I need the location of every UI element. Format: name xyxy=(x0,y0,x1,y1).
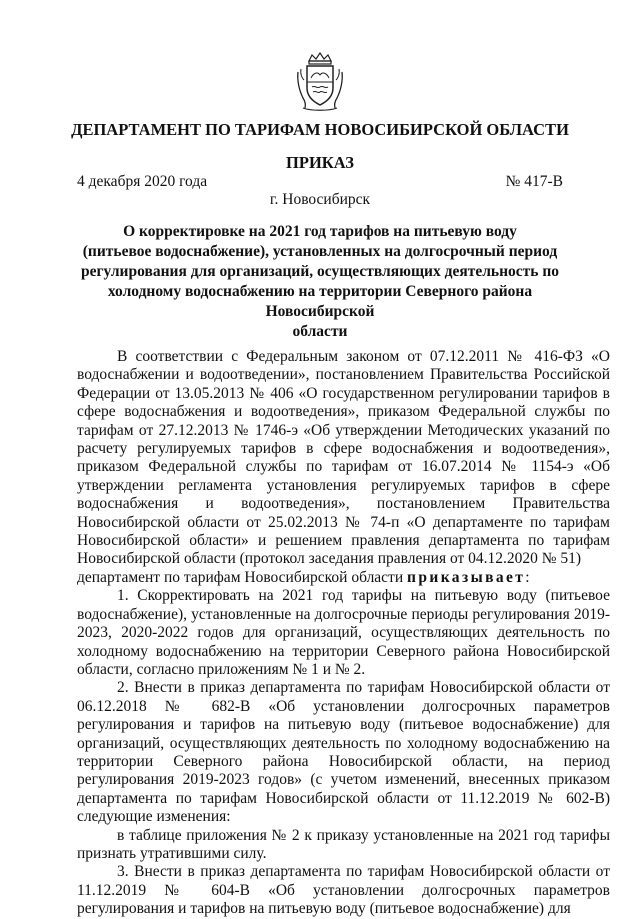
coat-of-arms-emblem xyxy=(295,52,345,112)
order-city: г. Новосибирск xyxy=(269,191,371,208)
item-2-sub-paragraph: в таблице приложения № 2 к приказу установленные на 2021 год тарифы признать утратившими силу. xyxy=(77,826,610,862)
preamble-paragraph: В соответствии с Федеральным законом от 07.12.2011 № 416-ФЗ «О водоснабжении и водоотведении», постановлением Правительства Российской Федерации от 13.05.2013 № 406 «О государственном регулировании тарифов в сфере водоснабжения и водоотведения», приказом Федеральной службы по тарифам от 27.12.2013 № 1746-э «Об утверждении Методических указаний по расчету регулируемых тарифов в сфере водоснабжения и водоотведения», приказом Федеральной службы по тарифам от 16.07.2014 № 1154-э «Об утверждении регламента установления регулируемых тарифов в сфере водоснабжения и водоотведения», постановлением Правительства Новосибирской области от 25.02.2013 № 74-п «О департаменте по тарифам Новосибирской области» и решением правления департамента по тарифам Новосибирской области (протокол заседания правления от 04.12.2020 № 51) xyxy=(77,348,610,568)
decree-prefix: департамент по тарифам Новосибирской области xyxy=(77,568,408,586)
decree-word: приказывает xyxy=(407,568,526,586)
heading-line: (питьевое водоснабжение), установленных на долгосрочный период xyxy=(82,243,558,260)
order-heading xyxy=(70,222,570,342)
decree-suffix: : xyxy=(525,568,530,586)
order-number: № 417-В xyxy=(505,173,563,190)
heading-line: О корректировке на 2021 год тарифов на питьевую воду xyxy=(123,223,517,240)
department-name: ДЕПАРТАМЕНТ ПО ТАРИФАМ НОВОСИБИРСКОЙ ОБЛАСТИ xyxy=(71,120,569,139)
order-body xyxy=(77,348,610,919)
item-1-paragraph: 1. Скорректировать на 2021 год тарифы на питьевую воду (питьевое водоснабжение), установленные на долгосрочные периоды регулирования 2019-2023, 2020-2022 годов для организаций, осуществляющих деятельность по холодному водоснабжению на территории Северного района Новосибирской области, согласно приложениям № 1 и № 2. xyxy=(77,587,610,678)
item-3-paragraph: 3. Внести в приказ департамента по тарифам Новосибирской области от 11.12.2019 № 604-В «Об установлении долгосрочных параметров регулирования и тарифов на питьевую воду (питьевое водоснабжение) для xyxy=(77,863,610,918)
heading-line: регулирования для организаций, осуществляющих деятельность по xyxy=(80,263,560,280)
decree-line xyxy=(77,569,610,587)
coat-of-arms-icon xyxy=(295,52,345,112)
heading-line: холодному водоснабжению на территории Северного района Новосибирской xyxy=(107,283,533,320)
order-date: 4 декабря 2020 года xyxy=(77,173,208,190)
order-title: ПРИКАЗ xyxy=(286,153,354,172)
item-2-paragraph: 2. Внести в приказ департамента по тарифам Новосибирской области от 06.12.2018 № 682-В «Об установлении долгосрочных параметров регулирования и тарифов на питьевую воду (питьевое водоснабжение) для организаций, осуществляющих деятельность по холодному водоснабжению на территории Северного района Новосибирской области, на период регулирования 2019-2023 годов» (с учетом изменений, внесенных приказом департамента по тарифам Новосибирской области от 11.12.2019 № 602-В) следующие изменения: xyxy=(77,679,610,826)
heading-line: области xyxy=(292,323,348,340)
